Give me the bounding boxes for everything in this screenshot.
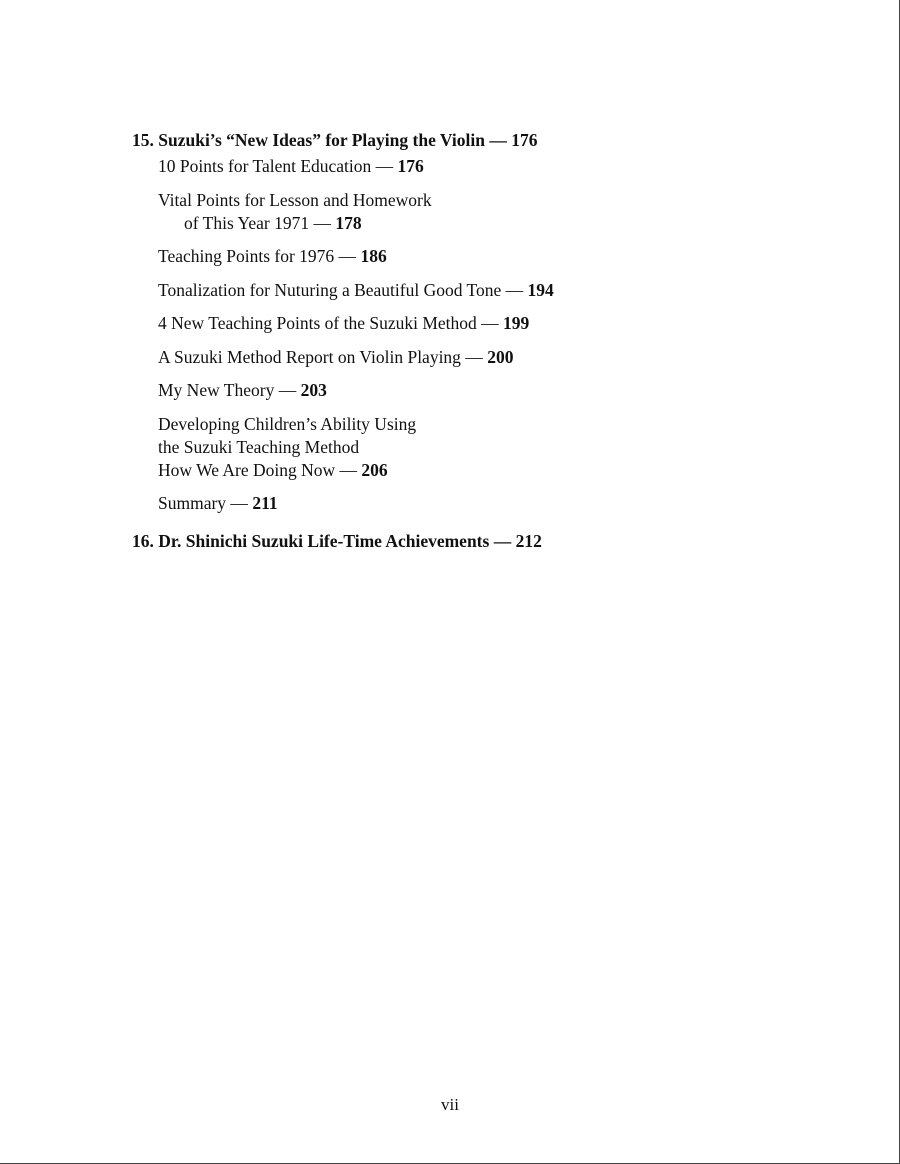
entry-page-number: 194: [527, 279, 554, 300]
entry-line: [158, 212, 832, 235]
entry-line: Developing Children’s Ability Using: [158, 413, 417, 434]
entry-text: of This Year 1971 —: [184, 212, 331, 233]
entry-line: the Suzuki Teaching Method: [158, 436, 360, 457]
entry-line: [158, 459, 832, 482]
entry-page-number: 200: [487, 346, 514, 367]
toc-entry: [158, 279, 832, 302]
chapter-page-number: 212: [515, 531, 542, 551]
entry-line: Vital Points for Lesson and Homework: [158, 189, 432, 210]
entry-text: Teaching Points for 1976 —: [158, 246, 357, 266]
chapter-title: 16. Dr. Shinichi Suzuki Life-Time Achievements —: [132, 531, 512, 551]
entry-page-number: 176: [397, 156, 424, 176]
entry-line: [158, 155, 832, 178]
chapter-title: 15. Suzuki’s “New Ideas” for Playing the Violin —: [132, 130, 507, 150]
toc-entry: [158, 346, 832, 369]
toc-chapter-16: [132, 529, 832, 553]
entry-text: 4 New Teaching Points of the Suzuki Method —: [158, 313, 499, 333]
entry-text: Tonalization for Nuturing a Beautiful Good Tone —: [158, 279, 524, 300]
entry-page-number: 211: [252, 493, 278, 513]
chapter-page-number: 176: [511, 130, 538, 150]
entry-line: [158, 492, 832, 515]
table-of-contents: [132, 128, 832, 553]
entry-text: 10 Points for Talent Education —: [158, 156, 394, 176]
entry-text: How We Are Doing Now —: [158, 459, 358, 480]
entry-text: A Suzuki Method Report on Violin Playing —: [158, 346, 483, 367]
entry-page-number: 203: [300, 380, 327, 400]
entry-line: [158, 379, 832, 402]
entry-text: My New Theory —: [158, 380, 297, 400]
entry-page-number: 206: [361, 459, 388, 480]
page-folio: vii: [441, 1095, 459, 1114]
toc-entry: [158, 189, 832, 235]
toc-chapter-15: [132, 128, 832, 152]
entry-line: [158, 312, 832, 335]
toc-entry: [158, 155, 832, 178]
entry-line: [158, 279, 832, 302]
toc-entry: [158, 379, 832, 402]
entry-page-number: 199: [503, 313, 530, 333]
toc-entry: [158, 413, 832, 482]
entry-page-number: 178: [335, 212, 362, 233]
toc-entry: [158, 492, 832, 515]
entry-page-number: 186: [360, 246, 387, 266]
toc-entry: [158, 245, 832, 268]
entry-line: [158, 346, 832, 369]
entry-line: [158, 245, 832, 268]
chapter-15-entries: [158, 155, 832, 515]
toc-entry: [158, 312, 832, 335]
entry-text: Summary —: [158, 493, 248, 513]
